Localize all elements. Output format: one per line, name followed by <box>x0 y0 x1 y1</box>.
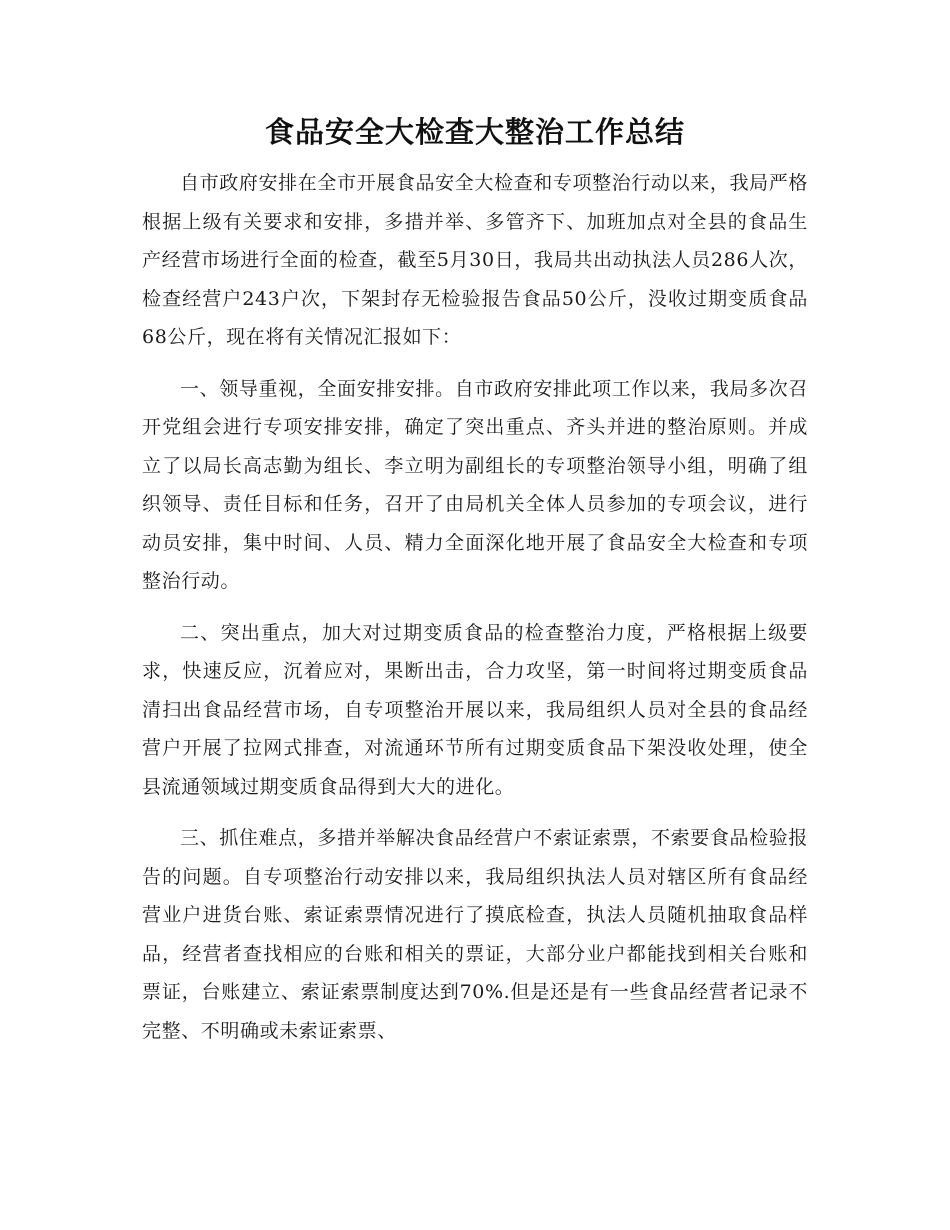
paragraph-section-2: 二、突出重点，加大对过期变质食品的检查整治力度，严格根据上级要求，快速反应，沉着应对，果断出击，合力攻坚，第一时间将过期变质食品清扫出食品经营市场，自专项整治开展以来，我局组织人员对全县的食品经营户开展了拉网式排查，对流通环节所有过期变质食品下架没收处理，使全县流通领域过期变质食品得到大大的进化。 <box>142 621 808 798</box>
paragraph-section-1: 一、领导重视，全面安排安排。自市政府安排此项工作以来，我局多次召开党组会进行专项安排安排，确定了突出重点、齐头并进的整治原则。并成立了以局长高志勤为组长、李立明为副组长的专项整治领导小组，明确了组织领导、责任目标和任务，召开了由局机关全体人员参加的专项会议，进行动员安排，集中时间、人员、精力全面深化地开展了食品安全大检查和专项整治行动。 <box>142 377 808 592</box>
document-title: 食品安全大检查大整治工作总结 <box>264 115 685 149</box>
paragraph-intro: 自市政府安排在全市开展食品安全大检查和专项整治行动以来，我局严格根据上级有关要求和安排，多措并举、多管齐下、加班加点对全县的食品生产经营市场进行全面的检查，截至5月30日，我局共出动执法人员286人次，检查经营户243户次，下架封存无检验报告食品50公斤，没收过期变质食品68公斤，现在将有关情况汇报如下： <box>142 172 808 348</box>
paragraph-section-3: 三、抓住难点，多措并举解决食品经营户不索证索票，不索要食品检验报告的问题。自专项整治行动安排以来，我局组织执法人员对辖区所有食品经营业户进货台账、索证索票情况进行了摸底检查，执法人员随机抽取食品样品，经营者查找相应的台账和相关的票证，大部分业户都能找到相关台账和票证，台账建立、索证索票制度达到70%.但是还是有一些食品经营者记录不完整、不明确或未索证索票、 <box>142 827 808 1042</box>
document-body <box>142 164 808 1050</box>
